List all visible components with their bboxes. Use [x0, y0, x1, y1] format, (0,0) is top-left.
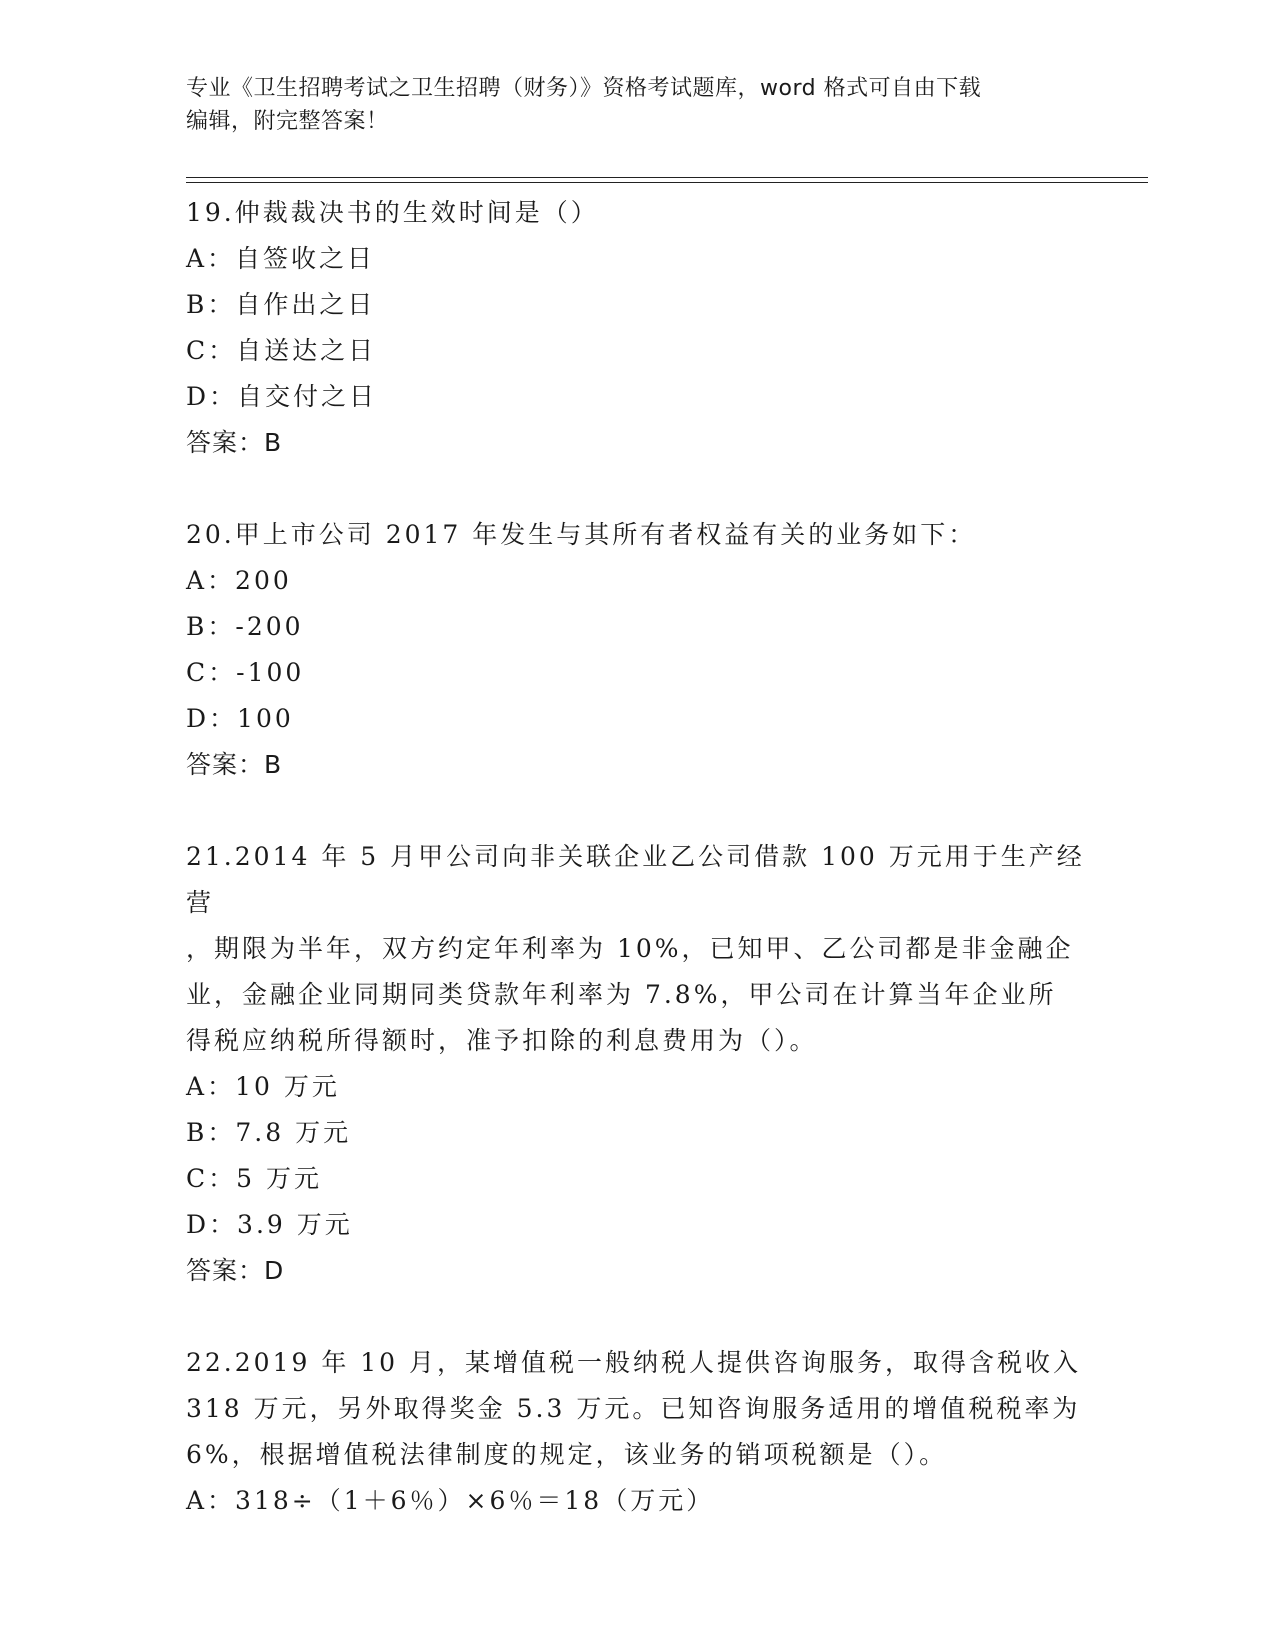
question-22 [186, 1340, 1086, 1524]
question-text-line: 业，金融企业同期同类贷款年利率为 7.8%，甲公司在计算当年企业所 [186, 980, 1057, 1009]
document-header [186, 72, 1086, 138]
answer: 答案：B [186, 750, 283, 779]
question-20 [186, 512, 1086, 788]
option-a: A：自签收之日 [186, 244, 376, 273]
option-d: D：3.9 万元 [186, 1210, 353, 1239]
question-text-line: 6%，根据增值税法律制度的规定，该业务的销项税额是（）。 [186, 1440, 948, 1469]
answer: 答案：D [186, 1256, 285, 1285]
header-line-2: 编辑，附完整答案！ [186, 109, 389, 134]
question-21 [186, 834, 1086, 1294]
option-b: B：自作出之日 [186, 290, 376, 319]
option-c: C：自送达之日 [186, 336, 377, 365]
option-a: A：10 万元 [186, 1072, 340, 1101]
option-a: A：200 [186, 566, 292, 595]
option-d: D：自交付之日 [186, 382, 378, 411]
option-c: C：5 万元 [186, 1164, 322, 1193]
answer: 答案：B [186, 428, 283, 457]
option-c: C：-100 [186, 658, 305, 687]
question-text-line: 22.2019 年 10 月，某增值税一般纳税人提供咨询服务，取得含税收入 [186, 1348, 1082, 1377]
option-d: D：100 [186, 704, 294, 733]
question-text: 19.仲裁裁决书的生效时间是（） [186, 198, 599, 227]
question-text-line: 21.2014 年 5 月甲公司向非关联企业乙公司借款 100 万元用于生产经营 [186, 842, 1085, 917]
question-list [186, 190, 1086, 1570]
question-19 [186, 190, 1086, 466]
question-text: 20.甲上市公司 2017 年发生与其所有者权益有关的业务如下： [186, 520, 977, 549]
option-b: B：-200 [186, 612, 304, 641]
question-text-line: ，期限为半年，双方约定年利率为 10%，已知甲、乙公司都是非金融企 [186, 934, 1074, 963]
question-text-line: 得税应纳税所得额时，准予扣除的利息费用为（）。 [186, 1026, 818, 1055]
header-line-1: 专业《卫生招聘考试之卫生招聘（财务）》资格考试题库，word 格式可自由下载 [186, 76, 982, 101]
option-b: B：7.8 万元 [186, 1118, 352, 1147]
header-rule-bottom [186, 182, 1148, 183]
option-a: A：318÷（1＋6％）×6％＝18（万元） [186, 1486, 715, 1515]
question-text-line: 318 万元，另外取得奖金 5.3 万元。已知咨询服务适用的增值税税率为 [186, 1394, 1081, 1423]
header-rule-top [186, 177, 1148, 178]
